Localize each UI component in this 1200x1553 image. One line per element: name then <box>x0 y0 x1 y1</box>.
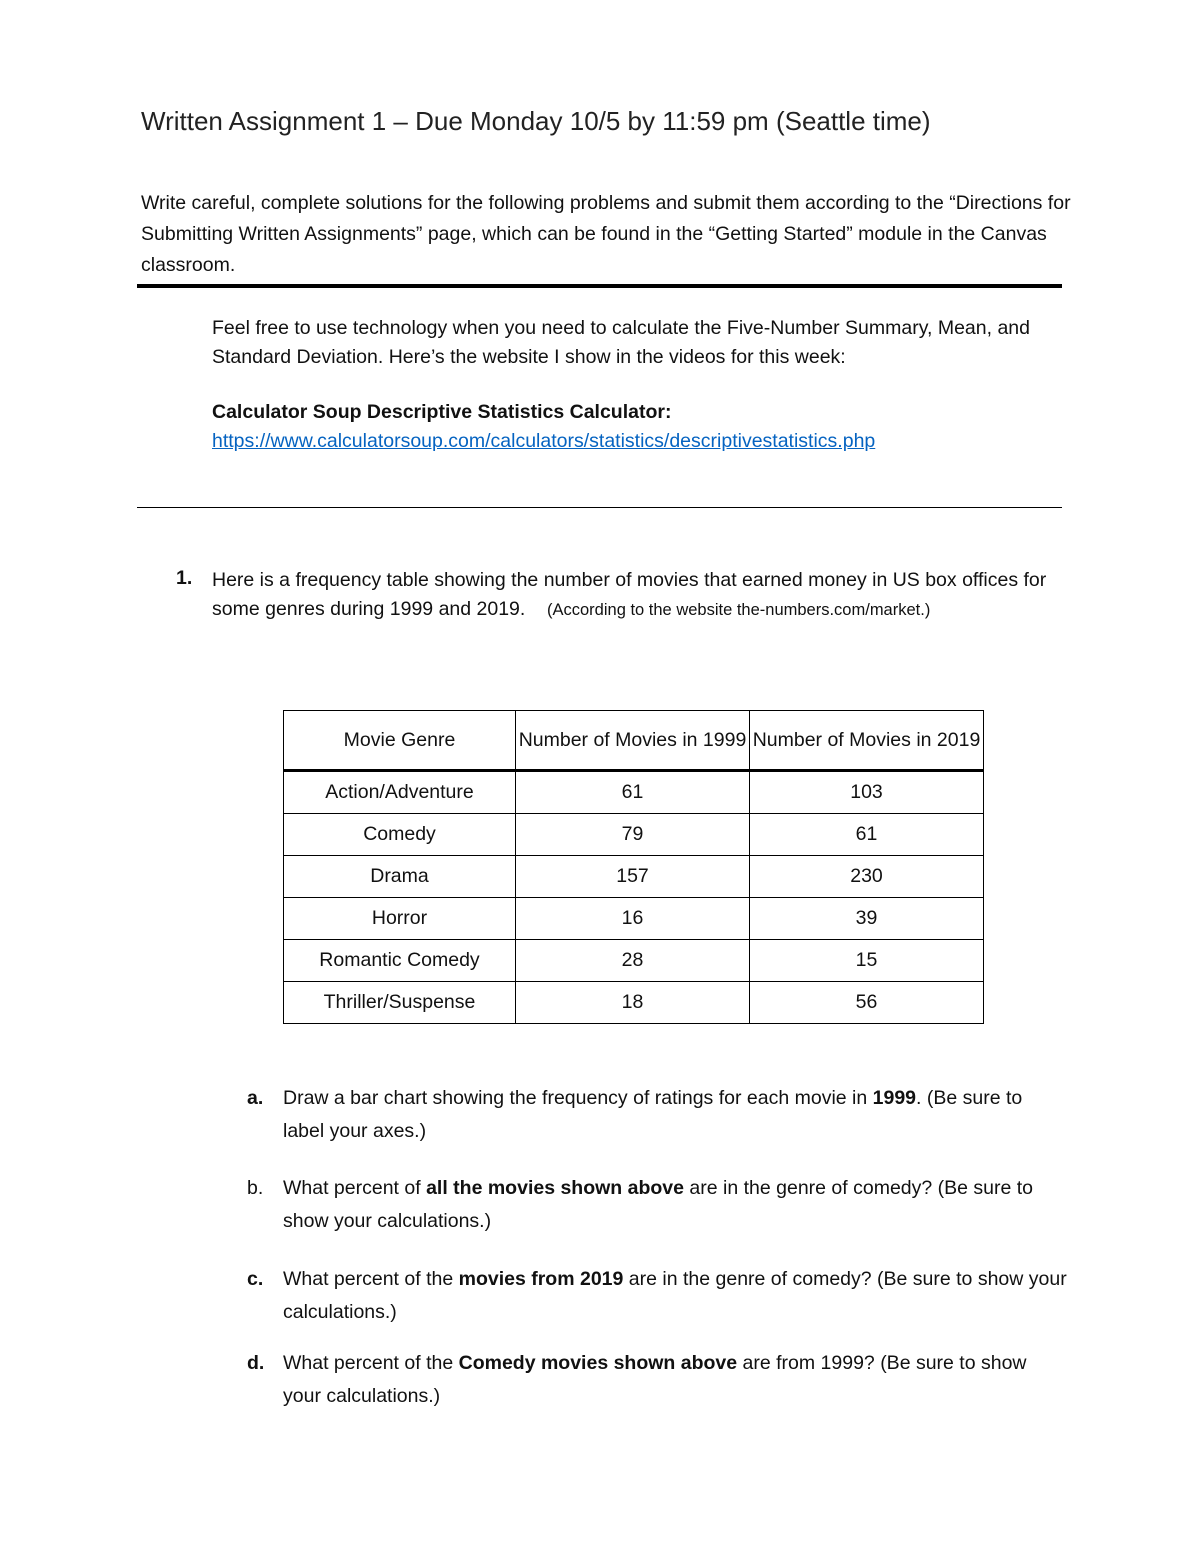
count-1999-cell: 16 <box>516 898 750 940</box>
part-c <box>247 1263 1067 1329</box>
part-label: a. <box>247 1087 264 1109</box>
part-text: are in the genre of comedy? (Be sure to show your calculations.) <box>283 1177 1034 1232</box>
count-1999-cell: 28 <box>516 940 750 982</box>
part-text: What percent of the <box>283 1352 459 1374</box>
table-row <box>284 856 984 898</box>
header-genre: Movie Genre <box>284 711 516 771</box>
frequency-table <box>283 710 984 1024</box>
note-text: Feel free to use technology when you need to calculate the Five-Number Summary, Mean, and Standard Deviation. Here’s the website I show in the videos for this week: <box>212 317 1030 368</box>
table-row <box>284 898 984 940</box>
part-label: c. <box>247 1268 264 1290</box>
part-emphasis: Comedy movies shown above <box>458 1352 738 1374</box>
part-d <box>247 1347 1067 1413</box>
count-2019-cell: 61 <box>750 814 984 856</box>
table-row <box>284 982 984 1024</box>
header-1999: Number of Movies in 1999 <box>516 711 750 771</box>
genre-cell: Comedy <box>284 814 516 856</box>
part-text: are from 1999? (Be sure to show your calculations.) <box>283 1352 1027 1407</box>
genre-cell: Thriller/Suspense <box>284 982 516 1024</box>
table-row <box>284 771 984 814</box>
count-1999-cell: 157 <box>516 856 750 898</box>
count-2019-cell: 103 <box>750 771 984 814</box>
calculator-label: Calculator Soup Descriptive Statistics Calculator: <box>212 401 672 423</box>
genre-cell: Drama <box>284 856 516 898</box>
genre-cell: Action/Adventure <box>284 771 516 814</box>
question-number: 1. <box>176 567 193 589</box>
count-1999-cell: 18 <box>516 982 750 1024</box>
part-b <box>247 1172 1067 1238</box>
header-2019: Number of Movies in 2019 <box>750 711 984 771</box>
count-1999-cell: 61 <box>516 771 750 814</box>
part-a <box>247 1082 1067 1148</box>
part-emphasis: 1999 <box>872 1087 917 1109</box>
question-1-body: Here is a frequency table showing the number of movies that earned money in US box offices for some genres during 1999 and 2019. <box>212 569 1047 620</box>
part-text: What percent of the <box>283 1268 459 1290</box>
calculator-link[interactable]: https://www.calculatorsoup.com/calculators/statistics/descriptivestatistics.php <box>212 430 876 452</box>
table-header-row <box>284 711 984 771</box>
count-2019-cell: 230 <box>750 856 984 898</box>
part-emphasis: movies from 2019 <box>458 1268 624 1290</box>
question-1-source: (According to the website the-numbers.com/market.) <box>547 601 931 619</box>
technology-note <box>212 314 1052 456</box>
genre-cell: Romantic Comedy <box>284 940 516 982</box>
intro-paragraph: Write careful, complete solutions for the following problems and submit them according to the “Directions for Submitting Written Assignments” page, which can be found in the “Getting Started” module in the Canvas classroom. <box>141 192 1071 276</box>
genre-cell: Horror <box>284 898 516 940</box>
part-text: . (Be sure to label your axes.) <box>283 1087 1023 1142</box>
assignment-title: Written Assignment 1 – Due Monday 10/5 by 11:59 pm (Seattle time) <box>141 106 931 136</box>
part-label: b. <box>247 1177 264 1199</box>
count-2019-cell: 39 <box>750 898 984 940</box>
table-row <box>284 814 984 856</box>
divider-thin <box>137 507 1062 508</box>
divider-thick <box>137 284 1062 288</box>
part-text: What percent of <box>283 1177 427 1199</box>
count-2019-cell: 15 <box>750 940 984 982</box>
part-label: d. <box>247 1352 265 1374</box>
table-row <box>284 940 984 982</box>
count-2019-cell: 56 <box>750 982 984 1024</box>
count-1999-cell: 79 <box>516 814 750 856</box>
question-1-text <box>212 566 1052 625</box>
part-text: are in the genre of comedy? (Be sure to show your calculations.) <box>283 1268 1067 1323</box>
part-text: Draw a bar chart showing the frequency of ratings for each movie in <box>283 1087 873 1109</box>
part-emphasis: all the movies shown above <box>426 1177 684 1199</box>
